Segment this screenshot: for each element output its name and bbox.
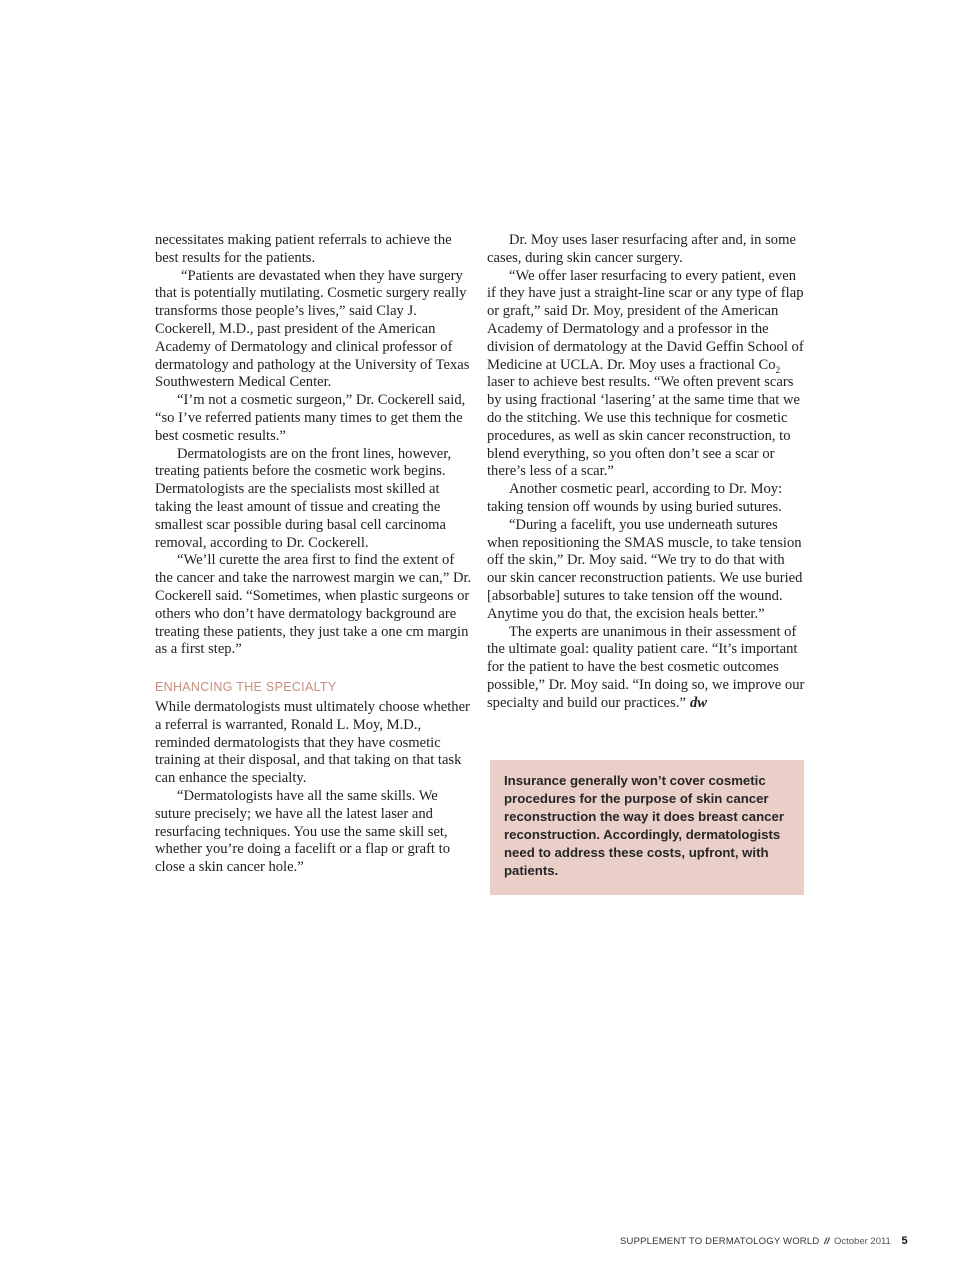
subscript: 2 [775, 364, 781, 375]
footer-publication: SUPPLEMENT TO DERMATOLOGY WORLD [620, 1236, 820, 1247]
paragraph [487, 624, 805, 713]
paragraph: “I’m not a cosmetic surgeon,” Dr. Cockerell said, “so I’ve referred patients many times to get them the best cosmetic results.” [155, 392, 466, 444]
paragraph-text: laser to achieve best results. “We often prevent scars by using fractional ‘lasering’ at the same time that we do the stitching. We use this technique for cosmetic procedures, as well as skin cancer reconstruction, to blend everything, so you often don’t see a scar or there’s less of a scar.” [487, 374, 800, 480]
right-column [487, 232, 805, 713]
paragraph: “We’ll curette the area first to find the extent of the cancer and take the narrowest margin we can,” Dr. Cockerell said. “Sometimes, when plastic surgeons or others who don’t have dermatology background are treating these patients, they just take a one cm margin as a first step.” [155, 552, 472, 658]
paragraph: Dr. Moy uses laser resurfacing after and, in some cases, during skin cancer surgery. [487, 232, 796, 266]
section-heading: ENHANCING THE SPECIALTY [155, 680, 337, 695]
left-column [155, 232, 473, 877]
paragraph: Dermatologists are on the front lines, however, treating patients before the cosmetic work begins. Dermatologists are the specialists most skilled at taking the least amount of tissue and creating the smallest scar possible during basal cell carcinoma removal, according to Dr. Cockerell. [155, 445, 452, 551]
callout-box [490, 760, 804, 895]
paragraph: “Dermatologists have all the same skills. We suture precisely; we have all the latest laser and resurfacing techniques. You use the same skill set, whether you’re doing a facelift or a flap or graft to close a skin cancer hole.” [155, 787, 450, 876]
callout-text: Insurance generally won’t cover cosmetic procedures for the purpose of skin cancer reconstruction the way it does breast cancer reconstruction. Accordingly, dermatologists need to address these costs, upfront, with patients. [504, 773, 784, 878]
paragraph: Another cosmetic pearl, according to Dr. Moy: taking tension off wounds by using buried sutures. [487, 481, 783, 515]
paragraph: “Patients are devastated when they have surgery that is potentially mutilating. Cosmetic surgery really transforms those people’s lives,” said Clay J. Cockerell, M.D., past president of the American Academy of Dermatology and clinical professor of dermatology and pathology at the University of Texas Southwestern Medical Center. [155, 267, 470, 391]
footer-date: October 2011 [833, 1236, 891, 1247]
paragraph: While dermatologists must ultimately choose whether a referral is warranted, Ronald L. Moy, M.D., reminded dermatologists that they have cosmetic training at their disposal, and that taking on that task can enhance the specialty. [155, 698, 470, 787]
paragraph: necessitates making patient referrals to achieve the best results for the patients. [155, 232, 452, 266]
page-number: 5 [901, 1235, 908, 1247]
page-footer [620, 1235, 910, 1247]
paragraph [487, 268, 805, 482]
paragraph-text: “We offer laser resurfacing to every patient, even if they have just a straight-line scar or any type of flap or graft,” said Dr. Moy, president of the American Academy of Dermatology and a professor in the division of dermatology at the David Geffin School of Medicine at UCLA. Dr. Moy uses a fractional Co [487, 267, 804, 373]
footer-separator: // [824, 1236, 830, 1247]
paragraph-text: The experts are unanimous in their assessment of the ultimate goal: quality patient care. “It’s important for the patient to have the best cosmetic outcomes possible,” Dr. Moy said. “In doing so, we improve our specialty and build our practices.” [487, 623, 805, 711]
paragraph: “During a facelift, you use underneath sutures when repositioning the SMAS muscle, to take tension off the skin,” Dr. Moy said. “We try to do that with our skin cancer reconstruction patients. We use buried [absorbable] sutures to take tension off the wound. Anytime you do that, the excision heals better.” [487, 516, 803, 622]
end-mark: dw [689, 694, 707, 711]
